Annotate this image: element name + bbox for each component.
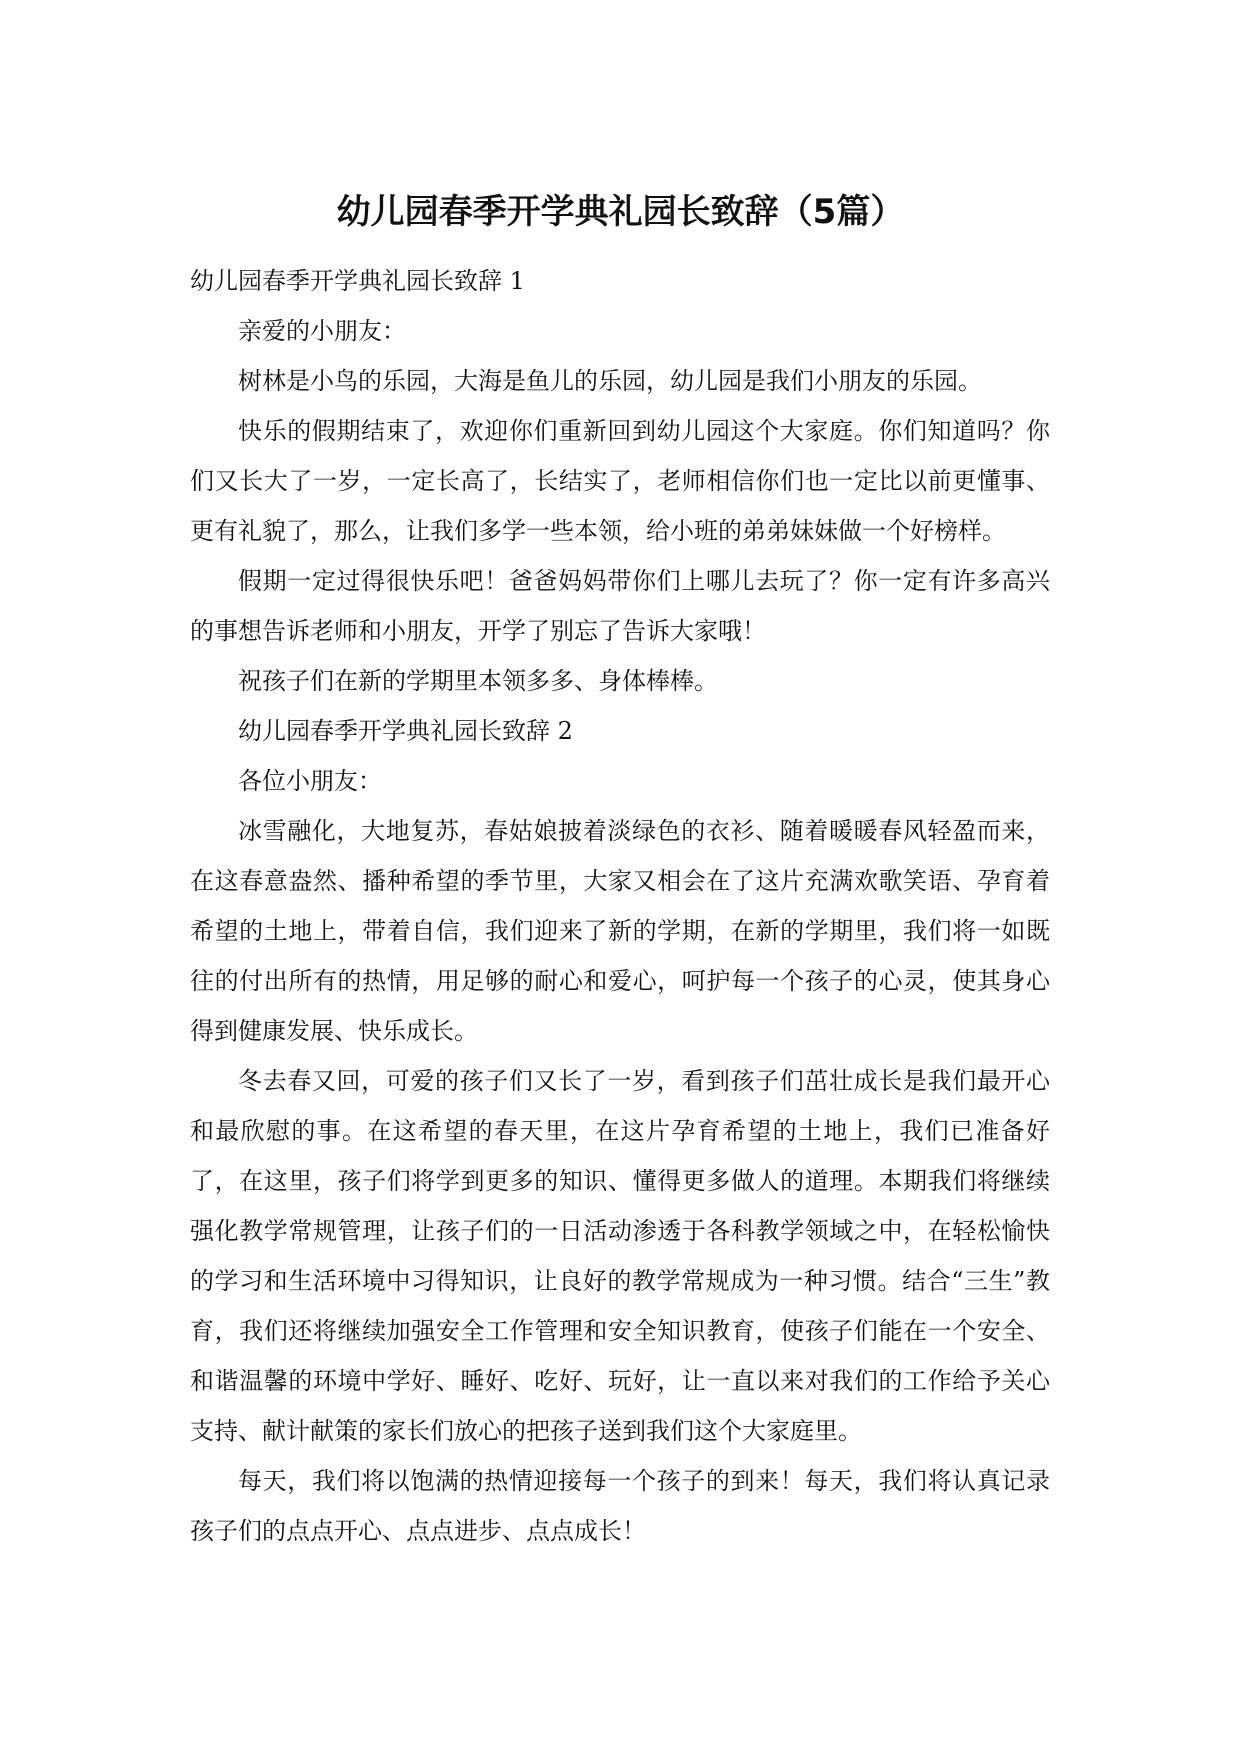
- paragraph: 快乐的假期结束了，欢迎你们重新回到幼儿园这个大家庭。你们知道吗？你们又长大了一岁，一定长高了，长结实了，老师相信你们也一定比以前更懂事、更有礼貌了，那么，让我们多学一些本领，给小班的弟弟妹妹做一个好榜样。: [190, 417, 1050, 545]
- salutation-1: 亲爱的小朋友：: [238, 317, 406, 345]
- paragraph: 树林是小鸟的乐园，大海是鱼儿的乐园，幼儿园是我们小朋友的乐园。: [238, 367, 982, 395]
- paragraph: 冬去春又回，可爱的孩子们又长了一岁，看到孩子们茁壮成长是我们最开心和最欣慰的事。在这希望的春天里，在这片孕育希望的土地上，我们已准备好了，在这里，孩子们将学到更多的知识、懂得更多做人的道理。本期我们将继续强化教学常规管理，让孩子们的一日活动渗透于各科教学领域之中，在轻松愉快的学习和生活环境中习得知识，让良好的教学常规成为一种习惯。结合“三生”教育，我们还将继续加强安全工作管理和安全知识教育，使孩子们能在一个安全、和谐温馨的环境中学好、睡好、吃好、玩好，让一直以来对我们的工作给予关心支持、献计献策的家长们放心的把孩子送到我们这个大家庭里。: [190, 1067, 1050, 1445]
- section-heading-2: 幼儿园春季开学典礼园长致辞 2: [238, 717, 573, 745]
- paragraph: 每天，我们将以饱满的热情迎接每一个孩子的到来！每天，我们将认真记录孩子们的点点开心、点点进步、点点成长！: [190, 1467, 1050, 1545]
- document-body: [190, 256, 1050, 1556]
- section-heading-1: 幼儿园春季开学典礼园长致辞 1: [190, 267, 525, 295]
- salutation-2: 各位小朋友：: [238, 767, 382, 795]
- paragraph: 假期一定过得很快乐吧！爸爸妈妈带你们上哪儿去玩了？你一定有许多高兴的事想告诉老师和小朋友，开学了别忘了告诉大家哦！: [190, 567, 1050, 645]
- paragraph: 冰雪融化，大地复苏，春姑娘披着淡绿色的衣衫、随着暖暖春风轻盈而来，在这春意盎然、播种希望的季节里，大家又相会在了这片充满欢歌笑语、孕育着希望的土地上，带着自信，我们迎来了新的学期，在新的学期里，我们将一如既往的付出所有的热情，用足够的耐心和爱心，呵护每一个孩子的心灵，使其身心得到健康发展、快乐成长。: [190, 817, 1050, 1045]
- document-title: 幼儿园春季开学典礼园长致辞（5篇）: [336, 192, 905, 232]
- paragraph: 祝孩子们在新的学期里本领多多、身体棒棒。: [238, 667, 718, 695]
